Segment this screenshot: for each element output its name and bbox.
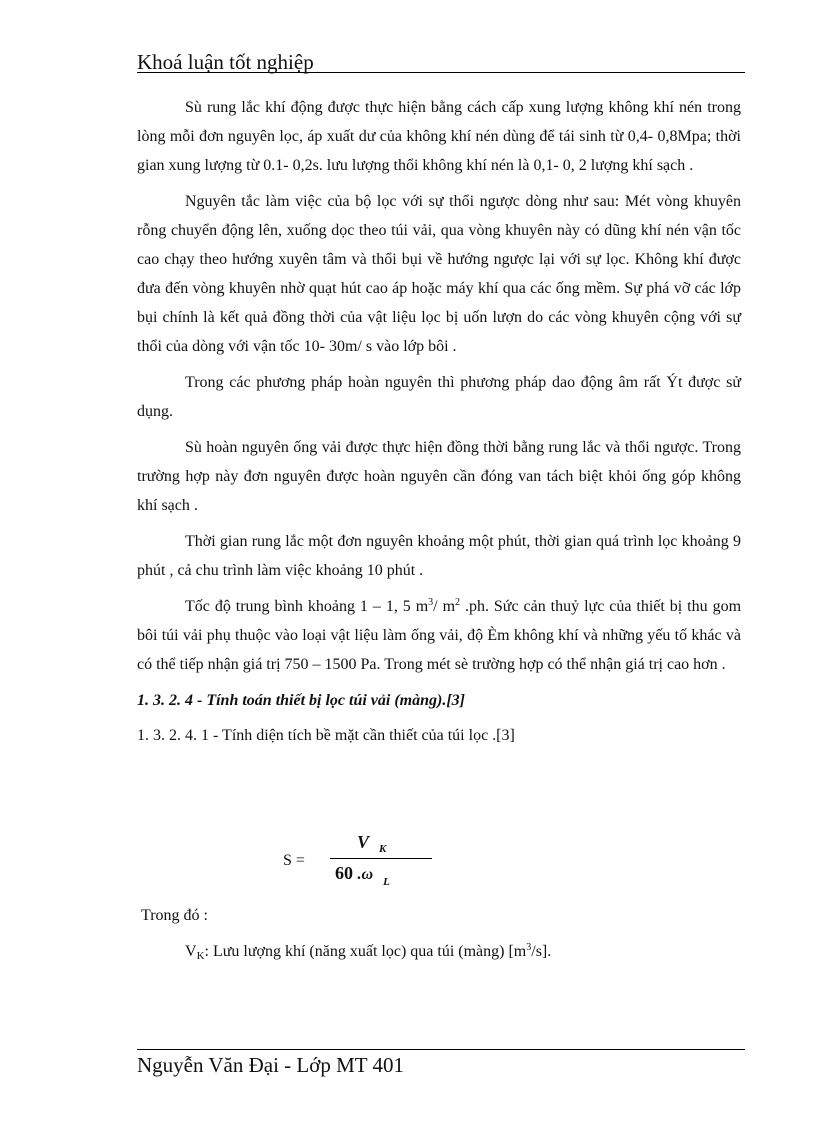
paragraph: Trong các phương pháp hoàn nguyên thì phương pháp dao động âm rất Ýt được sử dụng. [137, 374, 741, 420]
paragraph: Sù hoàn nguyên ống vải được thực hiện đồng thời bằng rung lắc và thổi ngược. Trong trường hợp này đơn nguyên được hoàn nguyên cần đóng van tách biệt khỏi ống góp không khí sạch . [137, 439, 741, 514]
where-label: Trong đó : [141, 907, 208, 924]
paragraph: Thời gian rung lắc một đơn nguyên khoảng một phút, thời gian quá trình lọc khoảng 9 phút , cả chu trình làm việc khoảng 10 phút . [137, 533, 741, 579]
variable-definition: $V_K$: Lưu lượng khí (năng xuất lọc) qua túi (màng) $[m^3/s]$. [185, 942, 552, 962]
subsection-heading: 1. 3. 2. 4. 1 - Tính diện tích bề mặt cần thiết của túi lọc .[3] [137, 727, 515, 744]
paragraph-resistance: Tốc độ trung bình khoảng 1 – 1, 5 $m^3/$ $m^2$ .ph. Sức cản thuỷ lực của thiết bị thu gom bôi túi vải phụ thuộc vào loại vật liệu làm ống vải, độ Èm không khí và những yếu tố khác và có thể tiếp nhận giá trị 750 – 1500 Pa. Trong mét sè trường hợp có thể nhận giá trị cao hơn . [137, 597, 742, 673]
formula-lhs: S = [283, 852, 305, 869]
paragraph: Sù rung lắc khí động được thực hiện bằng cách cấp xung lượng không khí nén trong lòng mỗi đơn nguyên lọc, áp xuất dư của không khí nén dùng để tái sinh từ 0,4- 0,8Mpa; thời gian xung lượng từ 0.1- 0,2s. lưu lượng thổi không khí nén là 0,1- 0, 2 lượng khí sạch . [137, 99, 741, 174]
fraction-bar [330, 858, 432, 859]
header-title: Khoá luận tốt nghiệp [137, 50, 314, 74]
section-heading: 1. 3. 2. 4 - Tính toán thiết bị lọc túi vải (màng).[3] [137, 692, 466, 709]
formula-numerator: V $_K$ [357, 832, 387, 855]
page-header [137, 50, 745, 73]
formula-denominator: 60 .ω $_L$ [335, 863, 390, 888]
page-footer [137, 1049, 745, 1078]
document-body [137, 93, 741, 758]
paragraph: Nguyên tắc làm việc của bộ lọc với sự thổi ngược dòng như sau: Mét vòng khuyên rỗng chuyển động lên, xuống dọc theo túi vải, qua vòng khuyên này có dũng khí nén vận tốc cao chạy theo hướng xuyên tâm và thổi bụi về hướng ngược lại với sự lọc. Không khí được đưa đến vòng khuyên nhờ quạt hút cao áp hoặc máy khí qua các ống mềm. Sự phá vỡ các lớp bụi chính là kết quả đồng thời của vật liệu lọc bị uốn lượn do các vòng khuyên cộng với sự thổi của dòng với vận tốc 10- 30m/ s vào lớp bôi . [137, 193, 741, 355]
area-formula [283, 832, 463, 892]
footer-text: Nguyễn Văn Đại - Lớp MT 401 [137, 1053, 404, 1077]
